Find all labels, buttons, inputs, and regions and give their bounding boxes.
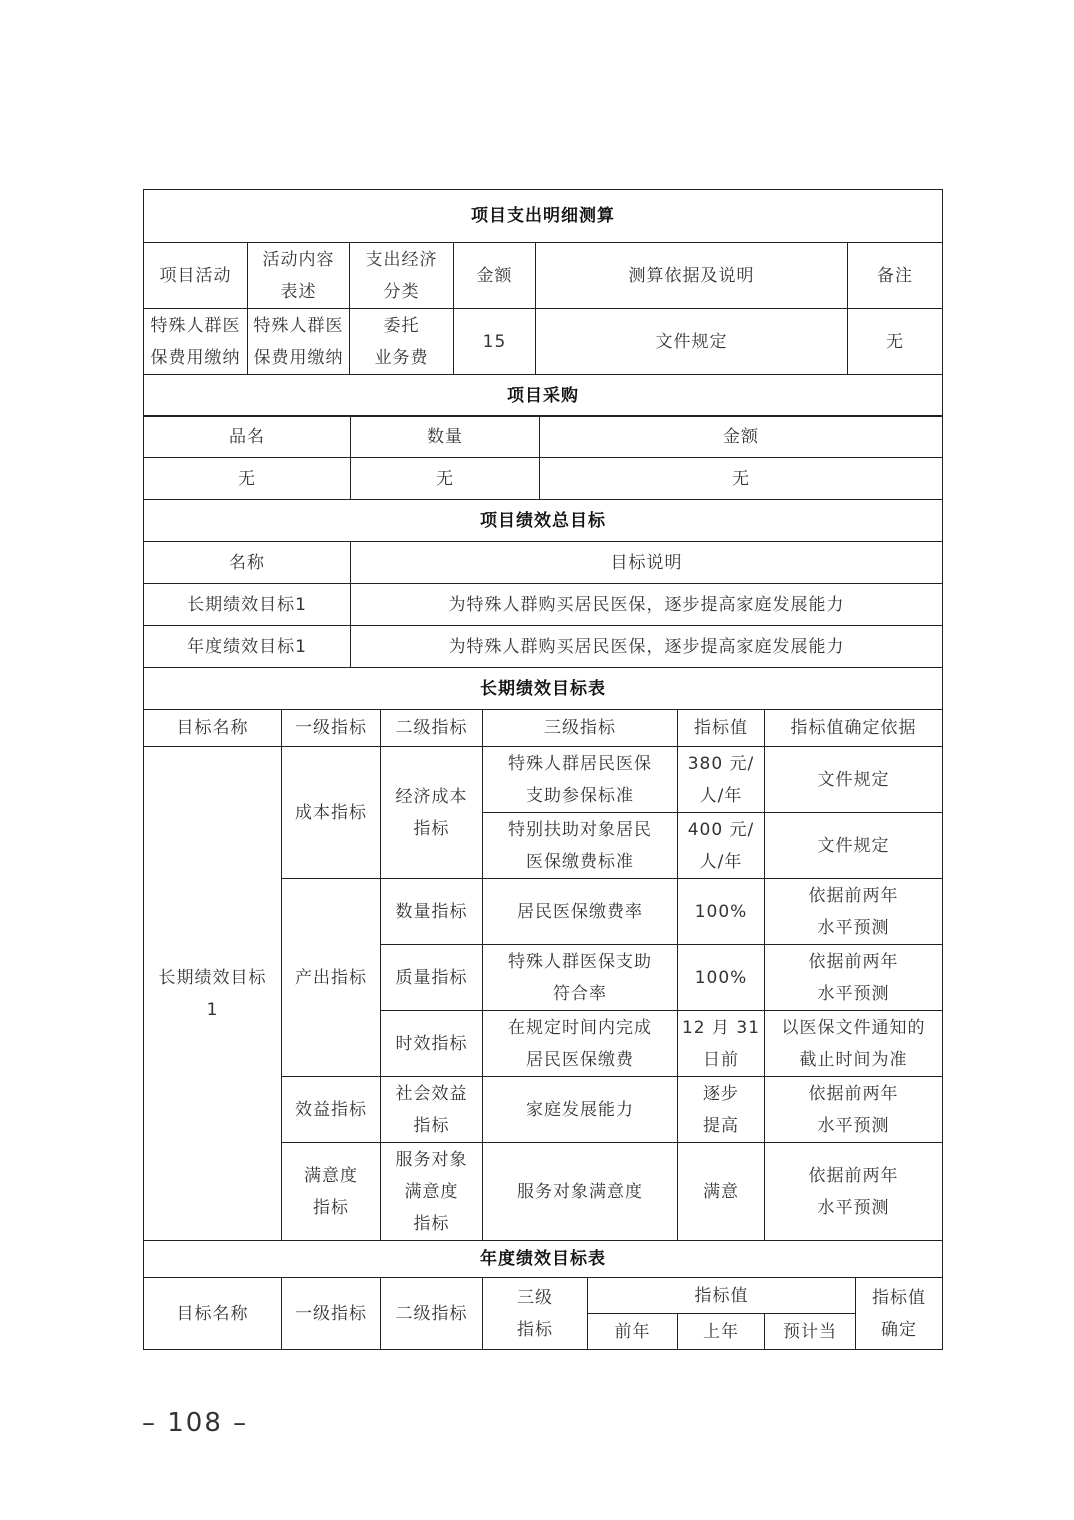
cell-level3: 特殊人群居民医保 支助参保标准 (483, 747, 678, 813)
header-proc-amount: 金额 (540, 416, 943, 458)
cell-value: 100% (678, 945, 765, 1011)
expense-table (143, 189, 943, 417)
header-category: 支出经济 分类 (350, 243, 454, 309)
header-level3: 三级指标 (483, 710, 678, 747)
header-basis: 测算依据及说明 (536, 243, 848, 309)
cell-basis: 以医保文件通知的 截止时间为准 (765, 1011, 943, 1077)
header-amount: 金额 (454, 243, 536, 309)
header-note: 备注 (848, 243, 943, 309)
cell-basis: 依据前两年 水平预测 (765, 945, 943, 1011)
header-quantity: 数量 (351, 416, 540, 458)
cell-activity: 特殊人群医 保费用缴纳 (144, 309, 248, 375)
page-number: – 108 – (142, 1408, 249, 1438)
section-title-procurement: 项目采购 (144, 375, 943, 417)
cell-goal-desc: 为特殊人群购买居民医保，逐步提高家庭发展能力 (351, 584, 943, 626)
cell-level3: 服务对象满意度 (483, 1143, 678, 1241)
cell-value: 满意 (678, 1143, 765, 1241)
cell-level3: 在规定时间内完成 居民医保缴费 (483, 1011, 678, 1077)
header-goal-name: 名称 (144, 542, 351, 584)
cell-satisfaction-level1: 满意度 指标 (282, 1143, 381, 1241)
header-level2: 二级指标 (381, 710, 483, 747)
long-term-table (143, 709, 943, 1241)
cell-amount: 15 (454, 309, 536, 375)
cell-value: 400 元/ 人/年 (678, 813, 765, 879)
header-value: 指标值 (678, 710, 765, 747)
header-expected: 预计当 (765, 1314, 856, 1350)
cell-long-term-goal: 长期绩效目标 1 (144, 747, 282, 1241)
cell-value: 逐步 提高 (678, 1077, 765, 1143)
cell-value: 100% (678, 879, 765, 945)
header-value-basis: 指标值确定依据 (765, 710, 943, 747)
cell-basis: 文件规定 (536, 309, 848, 375)
header-level1: 一级指标 (282, 1278, 381, 1350)
procurement-table (143, 415, 943, 710)
cell-category: 委托 业务费 (350, 309, 454, 375)
cell-basis: 文件规定 (765, 747, 943, 813)
cell-basis: 依据前两年 水平预测 (765, 1077, 943, 1143)
cell-goal-name: 长期绩效目标1 (144, 584, 351, 626)
header-target-name: 目标名称 (144, 710, 282, 747)
cell-level2: 社会效益 指标 (381, 1077, 483, 1143)
cell-item-name: 无 (144, 458, 351, 500)
cell-level3: 家庭发展能力 (483, 1077, 678, 1143)
header-level2: 二级指标 (381, 1278, 483, 1350)
header-value-basis: 指标值 确定 (856, 1278, 943, 1350)
cell-level2: 质量指标 (381, 945, 483, 1011)
cell-goal-desc: 为特殊人群购买居民医保，逐步提高家庭发展能力 (351, 626, 943, 668)
cell-cost-level2: 经济成本 指标 (381, 747, 483, 879)
cell-level3: 特殊人群医保支助 符合率 (483, 945, 678, 1011)
section-title-annual: 年度绩效目标表 (144, 1241, 943, 1278)
header-goal-desc: 目标说明 (351, 542, 943, 584)
section-title-expense: 项目支出明细测算 (144, 190, 943, 243)
annual-table (143, 1240, 943, 1350)
cell-proc-amount: 无 (540, 458, 943, 500)
cell-basis: 依据前两年 水平预测 (765, 879, 943, 945)
cell-level2: 数量指标 (381, 879, 483, 945)
header-content: 活动内容 表述 (248, 243, 350, 309)
cell-level3: 特别扶助对象居民 医保缴费标准 (483, 813, 678, 879)
cell-basis: 文件规定 (765, 813, 943, 879)
cell-level3: 居民医保缴费率 (483, 879, 678, 945)
cell-value: 380 元/ 人/年 (678, 747, 765, 813)
header-prev-year: 前年 (588, 1314, 678, 1350)
header-target-name: 目标名称 (144, 1278, 282, 1350)
header-item-name: 品名 (144, 416, 351, 458)
cell-value: 12 月 31 日前 (678, 1011, 765, 1077)
cell-cost-level1: 成本指标 (282, 747, 381, 879)
section-title-long-term: 长期绩效目标表 (144, 668, 943, 710)
header-activity: 项目活动 (144, 243, 248, 309)
cell-basis: 依据前两年 水平预测 (765, 1143, 943, 1241)
cell-output-level1: 产出指标 (282, 879, 381, 1077)
cell-note: 无 (848, 309, 943, 375)
header-value-group: 指标值 (588, 1278, 856, 1314)
header-last-year: 上年 (678, 1314, 765, 1350)
cell-benefit-level1: 效益指标 (282, 1077, 381, 1143)
header-level3: 三级 指标 (483, 1278, 588, 1350)
cell-level2: 服务对象 满意度 指标 (381, 1143, 483, 1241)
cell-level2: 时效指标 (381, 1011, 483, 1077)
cell-content: 特殊人群医 保费用缴纳 (248, 309, 350, 375)
section-title-overall-goal: 项目绩效总目标 (144, 500, 943, 542)
cell-quantity: 无 (351, 458, 540, 500)
cell-goal-name: 年度绩效目标1 (144, 626, 351, 668)
header-level1: 一级指标 (282, 710, 381, 747)
